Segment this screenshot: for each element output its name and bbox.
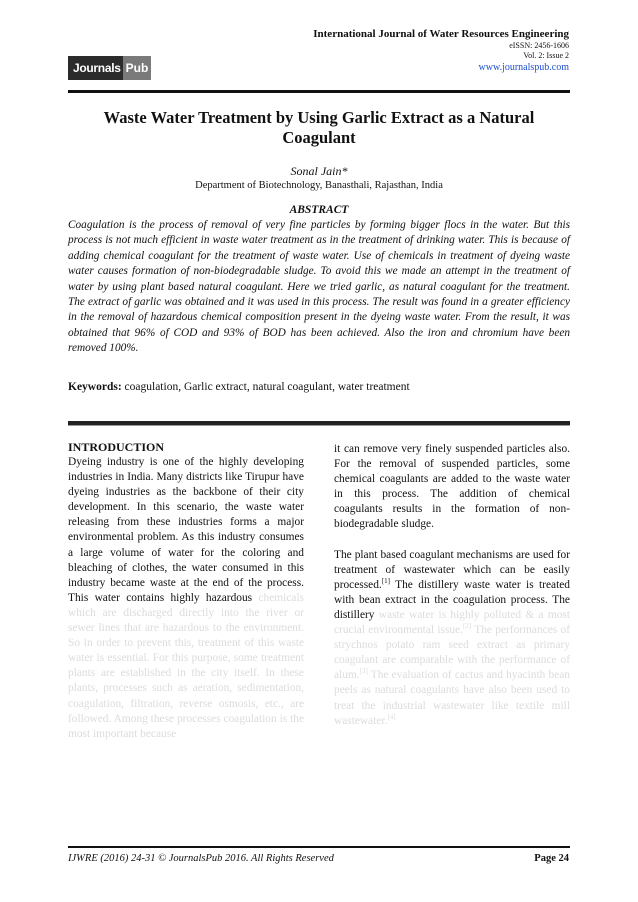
introduction-heading: INTRODUCTION xyxy=(68,440,165,454)
right-column xyxy=(334,442,570,729)
right-paragraph-2 xyxy=(334,548,570,729)
header-divider xyxy=(68,90,570,93)
abstract-heading: ABSTRACT xyxy=(289,204,349,216)
reference-3: [3] xyxy=(359,667,368,676)
left-column xyxy=(68,440,304,742)
journal-url-link[interactable]: www.journalspub.com xyxy=(478,62,569,73)
logo-text-journals: Journals xyxy=(73,61,121,75)
right-p2-text-a: The plant based coagulant mechanisms are used for treatment of wastewater which can be easily processed. xyxy=(334,548,570,591)
right-faded-c: The evaluation of cactus and hyacinth bean peels as natural coagulants have also been used to treat the industrial wastewater like textile mill wastewater. xyxy=(334,669,570,727)
intro-text-faded: chemicals which are discharged directly into the river or sewer lines that are hazardous to the environment. So in order to prevent this, treatment of this waste water is essential. For this purpose, some treatment plants are established in the city itself. In these plants, processes such as aeration, sedimentation, coagulation, filtration, reverse osmosis, etc., are followed. Among these processes coagulation is the most important because xyxy=(68,591,304,740)
intro-paragraph xyxy=(68,455,304,742)
reference-2: [2] xyxy=(462,622,472,631)
journal-name: International Journal of Water Resources Engineering xyxy=(313,28,569,40)
keywords-line xyxy=(68,381,570,393)
footer-divider xyxy=(68,846,570,848)
journal-info xyxy=(313,27,569,75)
section-divider xyxy=(68,421,570,426)
right-faded-b: The performances of strychnos potato ram seed extract as primary coagulant are comparable with the performance of alum. xyxy=(334,624,570,682)
reference-1: [1] xyxy=(381,576,390,585)
keywords-list: coagulation, Garlic extract, natural coagulant, water treatment xyxy=(121,381,410,393)
journal-issn: eISSN: 2456-1606 xyxy=(509,41,569,50)
author-affiliation: Department of Biotechnology, Banasthali, Rajasthan, India xyxy=(195,180,443,191)
right-p2-text-b: The distillery waste water is treated with bean extract in the coagulation process. The distillery xyxy=(334,578,570,621)
page-number: Page 24 xyxy=(534,853,569,864)
article-author: Sonal Jain* xyxy=(290,164,348,178)
journalspub-logo xyxy=(68,56,149,80)
keywords-label: Keywords: xyxy=(68,381,122,393)
intro-text-visible: Dyeing industry is one of the highly developing industries in India. Many districts like Tirupur have dyeing industries as the backbone of their city development. In this scenario, the waste water releasing from these industries forms a major environmental problem. As this industry consumes a large volume of water for the coloring and bleaching of clothes, the water consumed in this industry became waste at the end of the process. This water contains highly hazardous xyxy=(68,456,304,604)
abstract-text: Coagulation is the process of removal of very fine particles by forming bigger flocs in the water. But this process is not much efficient in waste water treatment as in the treatment of drinking water. This is because of adding chemical coagulant for the treatment of waste water. Use of chemicals in treatment of dyeing waste water causes formation of non-biodegradable sludge. To avoid this we made an attempt in the treatment of water by using plant based natural coagulant. Here we tried garlic, as natural coagulant for the treatment. The extract of garlic was obtained and it was used in this process. The result was found in a greater efficiency in the removal of hazardous chemical composition present in the dyeing waste water. From the result, it was obtained that 96% of COD and 93% of BOD has been achieved. Also the iron and chromium have been removed 100%. xyxy=(68,219,570,355)
reference-4: [4] xyxy=(387,712,396,721)
footer-citation: IJWRE (2016) 24-31 © JournalsPub 2016. All Rights Reserved xyxy=(68,853,334,864)
right-paragraph-1: it can remove very finely suspended particles also. For the removal of suspended particles, some chemical coagulants are added to the waste water in this process. The addition of chemical coagulants results in the formation of non-biodegradable sludge. xyxy=(334,443,570,531)
article-title: Waste Water Treatment by Using Garlic Extract as a Natural Coagulant xyxy=(103,108,535,147)
right-faded-a: waste water is highly polluted & a most crucial environmental issue. xyxy=(334,608,570,637)
logo-text-pub: Pub xyxy=(123,56,152,80)
journal-volume: Vol. 2: Issue 2 xyxy=(523,51,569,60)
